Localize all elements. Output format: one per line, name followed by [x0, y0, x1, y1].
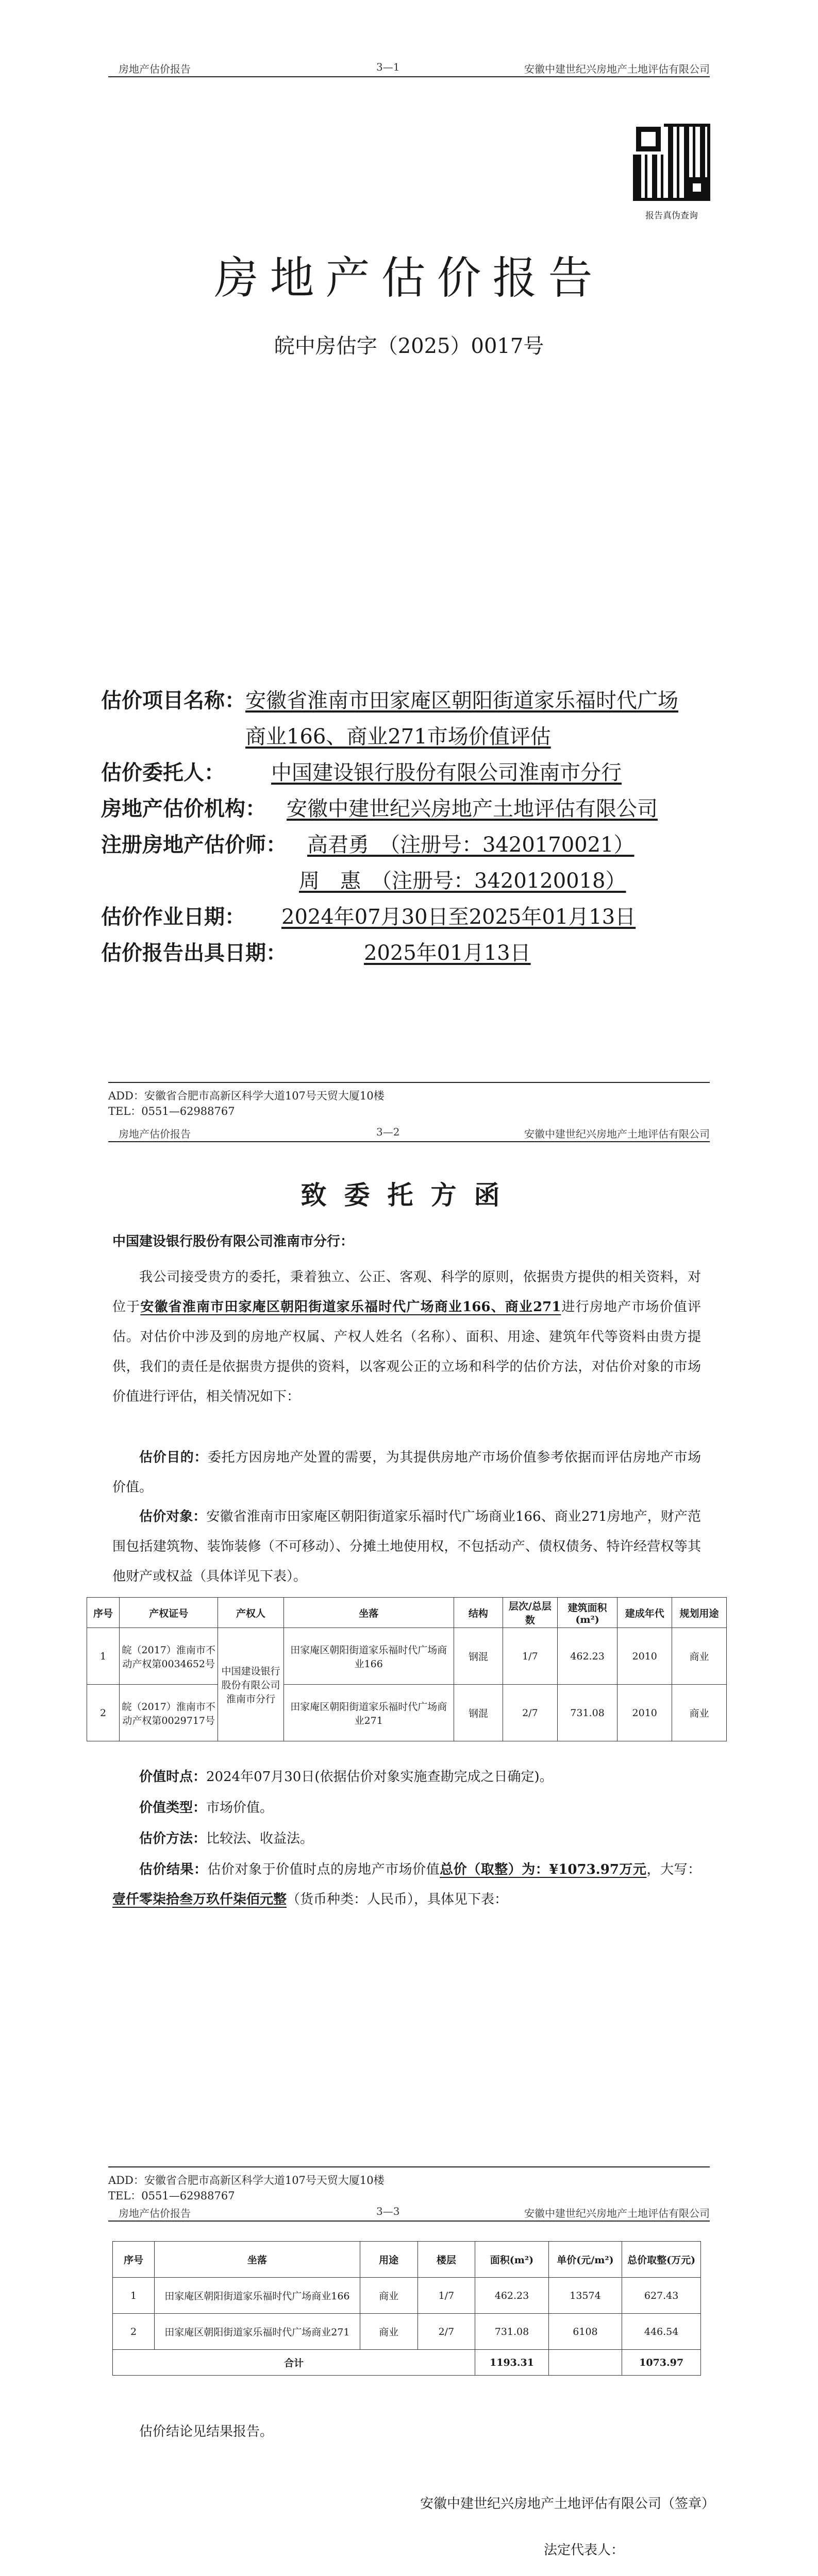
report-title: 房地产估价报告	[214, 252, 604, 304]
th-area: 面积(m²)	[475, 2242, 548, 2278]
type-label: 价值类型：	[139, 1800, 207, 1816]
cell: 商业	[360, 2278, 418, 2314]
project-name-row2	[245, 721, 551, 752]
cell: 皖（2017）淮南市不动产权第0029717号	[120, 1685, 218, 1741]
letter-result	[112, 1855, 701, 1914]
cell: 446.54	[622, 2314, 701, 2350]
header-left: 房地产估价报告	[119, 2207, 191, 2219]
cell: 627.43	[622, 2278, 701, 2314]
header-right: 安徽中建世纪兴房地产土地评估有限公司	[524, 63, 710, 75]
agency-row	[101, 793, 658, 824]
th-cert: 产权证号	[120, 1598, 218, 1628]
project-name-row	[101, 685, 678, 716]
cell: 钢混	[454, 1685, 503, 1741]
footer-tel: TEL：0551—62988767	[108, 1105, 235, 1117]
th-area: 建筑面积(m²)	[557, 1598, 617, 1628]
cell: 2010	[617, 1628, 672, 1685]
header-left: 房地产估价报告	[119, 1128, 191, 1140]
cell-total-area: 1193.31	[475, 2350, 548, 2376]
report-number: 皖中房估字（2025）0017号	[274, 334, 544, 358]
result-label: 估价结果：	[139, 1862, 208, 1877]
th-unit-price: 单价(元/m²)	[548, 2242, 622, 2278]
cell: 13574	[548, 2278, 622, 2314]
th-usage: 规划用途	[672, 1598, 727, 1628]
cell: 6108	[548, 2314, 622, 2350]
cell: 钢混	[454, 1628, 503, 1685]
result-words: 壹仟零柒拾叁万玖仟柒佰元整	[112, 1892, 287, 1907]
work-date-label: 估价作业日期：	[101, 905, 245, 929]
appraiser-2: 周 惠 （注册号：3420120018）	[299, 869, 626, 893]
object-label: 估价对象：	[139, 1509, 207, 1524]
cell: 商业	[360, 2314, 418, 2350]
issue-date-value: 2025年01月13日	[364, 941, 531, 965]
cell: 1/7	[503, 1628, 557, 1685]
header-right: 安徽中建世纪兴房地产土地评估有限公司	[524, 1128, 710, 1140]
intro-object: 安徽省淮南市田家庵区朝阳街道家乐福时代广场商业166、商业271	[140, 1299, 561, 1315]
method-text: 比较法、收益法。	[206, 1831, 314, 1846]
purpose-text: 委托方因房地产处置的需要，为其提供房地产市场价值参考依据而评估房地产市场价值。	[112, 1450, 701, 1495]
cell-total-price: 1073.97	[622, 2350, 701, 2376]
project-label: 估价项目名称：	[101, 688, 245, 713]
cell: 1/7	[418, 2278, 475, 2314]
agency-value: 安徽中建世纪兴房地产土地评估有限公司	[287, 797, 658, 821]
cell-owner: 中国建设银行股份有限公司淮南市分行	[218, 1628, 283, 1741]
cell: 1	[87, 1628, 120, 1685]
result-total: 总价（取整）为：¥1073.97万元	[440, 1862, 647, 1877]
issue-date-row	[101, 938, 531, 969]
result-part3: （货币种类：人民币），具体见下表：	[287, 1892, 508, 1907]
result-part1: 估价对象于价值时点的房地产市场价值	[207, 1862, 440, 1877]
header-page-number: 3—1	[376, 61, 400, 73]
table-row	[113, 2314, 701, 2350]
footer-address: ADD：安徽省合肥市高新区科学大道107号天贸大厦10楼	[108, 1090, 385, 1102]
cell: 2	[113, 2314, 155, 2350]
purpose-label: 估价目的：	[139, 1450, 208, 1465]
intro-part1: 我公司接受贵方的委托，秉着独立、公正、客观、科学的原则，依据贵方提供的相关资料，对位于	[112, 1269, 701, 1315]
signing-company: 安徽中建世纪兴房地产土地评估有限公司（签章）	[420, 2496, 715, 2512]
page-header	[108, 2200, 710, 2222]
cell: 商业	[672, 1628, 727, 1685]
th-location: 坐落	[283, 1598, 454, 1628]
cell: 1	[113, 2278, 155, 2314]
client-label: 估价委托人：	[101, 760, 225, 785]
cell: 皖（2017）淮南市不动产权第0034652号	[120, 1628, 218, 1685]
intro-part2: 进行房地产市场价值评估。对估价中涉及到的房地产权属、产权人姓名（名称）、面积、用途、建筑年代等资料由贵方提供，我们的责任是依据贵方提供的资料，以客观公正的立场和科学的估价方法，对估价对象的市场价值进行评估，相关情况如下：	[112, 1299, 701, 1404]
letter-addressee: 中国建设银行股份有限公司淮南市分行：	[112, 1234, 354, 1249]
cell: 田家庵区朝阳街道家乐福时代广场商业271	[154, 2314, 360, 2350]
cell-empty	[548, 2350, 622, 2376]
valuation-table	[112, 2241, 701, 2376]
page-footer	[108, 2166, 710, 2204]
letter-method	[112, 1824, 701, 1854]
footer-tel: TEL：0551—62988767	[108, 2190, 235, 2202]
cell: 2/7	[503, 1685, 557, 1741]
appraiser-1: 高君勇 （注册号：3420170021）	[307, 833, 635, 857]
letter-intro	[112, 1262, 701, 1412]
table-header-row	[113, 2242, 701, 2278]
type-text: 市场价值。	[206, 1800, 274, 1816]
th-location: 坐落	[154, 2242, 360, 2278]
th-year: 建成年代	[617, 1598, 672, 1628]
appraiser-row2	[299, 866, 626, 896]
result-part2: ，大写：	[646, 1862, 701, 1877]
cell: 田家庵区朝阳街道家乐福时代广场商业271	[283, 1685, 454, 1741]
header-left: 房地产估价报告	[119, 63, 191, 75]
table-row	[113, 2278, 701, 2314]
client-row	[101, 757, 622, 788]
page-footer	[108, 1082, 710, 1119]
header-right: 安徽中建世纪兴房地产土地评估有限公司	[524, 2207, 710, 2219]
cell: 2	[87, 1685, 120, 1741]
conclusion-note: 估价结论见结果报告。	[139, 2424, 274, 2439]
header-page-number: 3—3	[376, 2205, 400, 2217]
cell: 2010	[617, 1685, 672, 1741]
time-label: 价值时点：	[139, 1769, 207, 1785]
th-floor: 楼层	[418, 2242, 475, 2278]
cell: 462.23	[557, 1628, 617, 1685]
qr-code-icon[interactable]	[633, 124, 710, 201]
table-header-row	[87, 1598, 727, 1628]
letter-purpose	[112, 1443, 701, 1502]
agency-label: 房地产估价机构：	[101, 796, 266, 821]
cell: 田家庵区朝阳街道家乐福时代广场商业166	[283, 1628, 454, 1685]
table-row	[87, 1628, 727, 1685]
page-header	[108, 1121, 710, 1142]
table-total-row	[113, 2350, 701, 2376]
cell: 商业	[672, 1685, 727, 1741]
letter-value-time	[112, 1762, 701, 1792]
object-text: 安徽省淮南市田家庵区朝阳街道家乐福时代广场商业166、商业271房地产，财产范围包括建筑物、装饰装修（不可移动）、分摊土地使用权，不包括动产、债权债务、特许经营权等其他财产或权益（具体详见下表）。	[112, 1509, 701, 1584]
header-page-number: 3—2	[376, 1126, 400, 1138]
th-index: 序号	[87, 1598, 120, 1628]
cell: 2/7	[418, 2314, 475, 2350]
issue-date-label: 估价报告出具日期：	[101, 941, 287, 965]
work-date-row	[101, 902, 636, 933]
letter-value-type	[112, 1793, 701, 1823]
th-floor: 层次/总层数	[503, 1598, 557, 1628]
method-label: 估价方法：	[139, 1831, 207, 1846]
project-line1: 安徽省淮南市田家庵区朝阳街道家乐福时代广场	[245, 689, 678, 713]
client-value: 中国建设银行股份有限公司淮南市分行	[271, 761, 622, 785]
footer-address: ADD：安徽省合肥市高新区科学大道107号天贸大厦10楼	[108, 2174, 385, 2187]
qr-caption: 报告真伪查询	[645, 211, 698, 221]
th-usage: 用途	[360, 2242, 418, 2278]
cell: 田家庵区朝阳街道家乐福时代广场商业166	[154, 2278, 360, 2314]
property-table	[87, 1597, 727, 1741]
letter-object	[112, 1502, 701, 1591]
table-row	[87, 1685, 727, 1741]
cell: 731.08	[475, 2314, 548, 2350]
project-line2: 商业166、商业271市场价值评估	[245, 725, 551, 749]
appraiser-row	[101, 829, 635, 860]
th-structure: 结构	[454, 1598, 503, 1628]
time-text: 2024年07月30日(依据估价对象实施查勘完成之日确定)。	[206, 1769, 553, 1785]
letter-title: 致委托方函	[301, 1180, 517, 1210]
th-index: 序号	[113, 2242, 155, 2278]
legal-representative: 法定代表人：	[544, 2543, 625, 2558]
work-date-value: 2024年07月30日至2025年01月13日	[281, 905, 636, 929]
cell: 462.23	[475, 2278, 548, 2314]
page-header	[108, 56, 710, 77]
th-total-price: 总价取整(万元)	[622, 2242, 701, 2278]
cell-total-label: 合计	[113, 2350, 475, 2376]
th-owner: 产权人	[218, 1598, 283, 1628]
appraiser-label: 注册房地产估价师：	[101, 833, 287, 857]
cell: 731.08	[557, 1685, 617, 1741]
